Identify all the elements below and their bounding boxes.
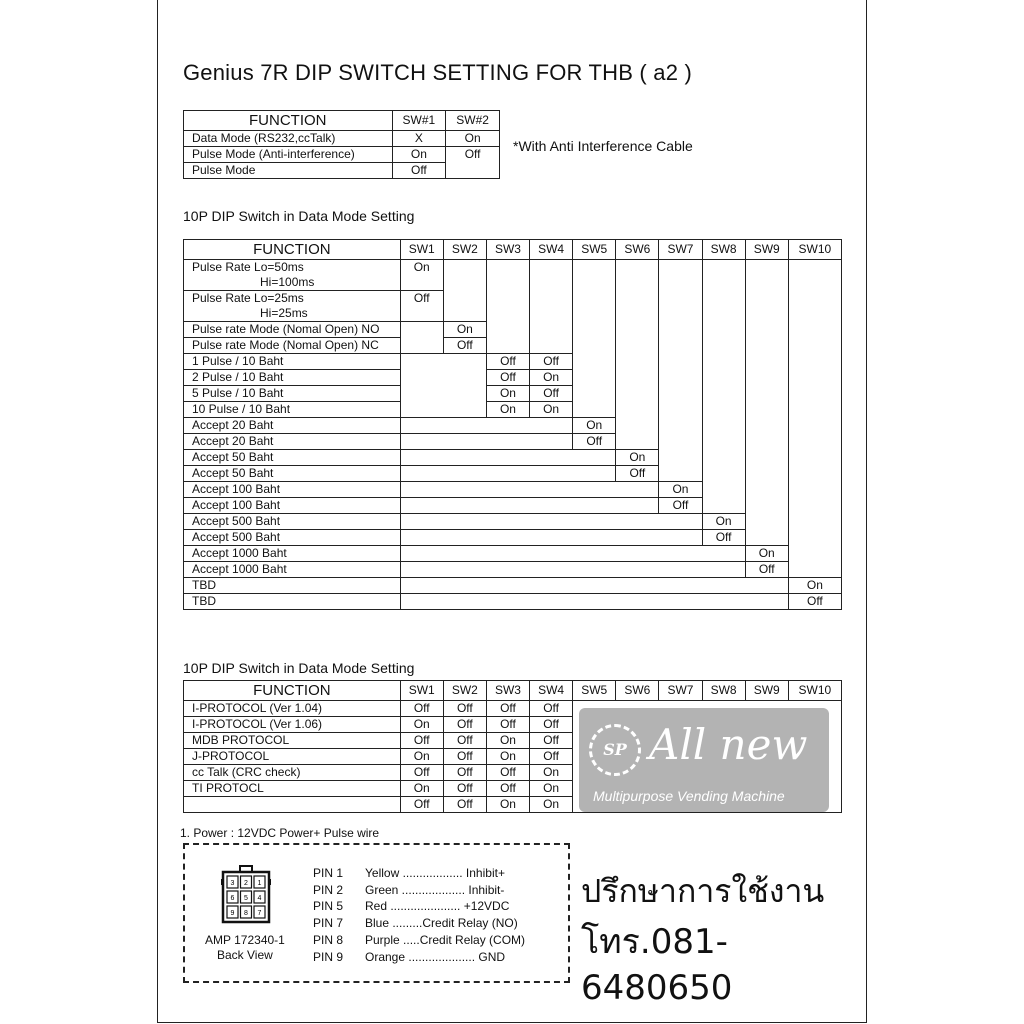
function-cell — [184, 260, 401, 291]
switch-value: Off — [400, 733, 443, 749]
switch-value: Off — [745, 562, 788, 578]
switch-value: Off — [530, 717, 573, 733]
switch-value: Off — [443, 338, 486, 354]
connector-pin-number: 3 — [230, 880, 235, 887]
connector-pin-number: 5 — [244, 895, 248, 902]
connector-pin-number: 6 — [230, 895, 235, 902]
pin-desc: Purple .....Credit Relay (COM) — [365, 932, 526, 947]
pin-number: PIN 9 — [313, 949, 344, 964]
table-header: SW8 — [702, 240, 745, 260]
table-cell — [788, 260, 841, 578]
switch-value: Off — [486, 370, 529, 386]
table-cell: On — [446, 131, 500, 147]
switch-value: On — [530, 781, 573, 797]
page-title: Genius 7R DIP SWITCH SETTING FOR THB ( a2 ) — [183, 60, 692, 85]
switch-value: On — [616, 450, 659, 466]
function-cell: Accept 100 Baht — [184, 498, 401, 514]
pin-desc: Yellow .................. Inhibit+ — [365, 866, 505, 880]
table-cell — [400, 418, 573, 434]
switch-value: On — [530, 765, 573, 781]
switch-value: On — [486, 402, 529, 418]
switch-value: Off — [530, 386, 573, 402]
switch-value: On — [745, 546, 788, 562]
table-cell — [400, 594, 788, 610]
table-cell — [400, 498, 659, 514]
pin-number: PIN 1 — [313, 866, 344, 880]
switch-value: Off — [486, 765, 529, 781]
pin-row — [313, 932, 525, 949]
table-cell — [659, 260, 702, 482]
connector-model: AMP 172340-1 — [205, 933, 285, 947]
table-header: SW6 — [616, 240, 659, 260]
table-header: SW2 — [443, 240, 486, 260]
table-header: SW4 — [530, 240, 573, 260]
table-header: SW9 — [745, 681, 788, 701]
all-new-logo — [579, 708, 829, 812]
switch-value: Off — [443, 717, 486, 733]
function-cell — [184, 797, 401, 813]
switch-value: On — [486, 749, 529, 765]
switch-value: On — [400, 717, 443, 733]
connector-pin-number: 1 — [257, 880, 262, 887]
switch-value: On — [443, 322, 486, 338]
table-header: SW#2 — [446, 111, 500, 131]
function-cell: Accept 1000 Baht — [184, 562, 401, 578]
function-cell: J-PROTOCOL — [184, 749, 401, 765]
switch-value: Off — [443, 701, 486, 717]
function-cell: 10 Pulse / 10 Baht — [184, 402, 401, 418]
phone-number: โทร.081-6480650 — [581, 922, 733, 1008]
logo-title: All new — [649, 720, 808, 769]
table-cell — [400, 354, 486, 418]
table-header: SW8 — [702, 681, 745, 701]
function-cell: Accept 500 Baht — [184, 530, 401, 546]
table-cell — [616, 260, 659, 450]
table-cell — [400, 434, 573, 450]
table-header: SW10 — [788, 681, 841, 701]
switch-value: On — [400, 749, 443, 765]
function-cell: I-PROTOCOL (Ver 1.06) — [184, 717, 401, 733]
pin-row — [313, 865, 525, 882]
function-cell: Accept 50 Baht — [184, 466, 401, 482]
pin-row — [313, 882, 525, 899]
switch-value: Off — [486, 701, 529, 717]
pin-row — [313, 949, 525, 966]
switch-value: Off — [530, 733, 573, 749]
function-line: Pulse Rate Lo=50ms — [192, 260, 304, 274]
switch-value: Off — [443, 733, 486, 749]
function-cell: Pulse rate Mode (Nomal Open) NO — [184, 322, 401, 338]
pin-list — [313, 865, 525, 965]
function-cell: Accept 20 Baht — [184, 434, 401, 450]
function-line: Hi=25ms — [260, 306, 308, 320]
sw-mode-table — [183, 110, 500, 179]
switch-value: On — [573, 418, 616, 434]
table-cell — [400, 546, 745, 562]
switch-value: Off — [788, 594, 841, 610]
function-cell: Accept 20 Baht — [184, 418, 401, 434]
table-header: SW5 — [573, 240, 616, 260]
function-cell: TBD — [184, 578, 401, 594]
table-header: SW5 — [573, 681, 616, 701]
switch-value: Off — [573, 434, 616, 450]
table-header: SW6 — [616, 681, 659, 701]
switch-value: On — [659, 482, 702, 498]
table-cell: Pulse Mode — [184, 163, 393, 179]
connector-icon — [221, 865, 271, 931]
table-cell — [443, 260, 486, 322]
pin-desc: Blue .........Credit Relay (NO) — [365, 916, 518, 931]
table-cell: X — [392, 131, 446, 147]
function-cell: Accept 500 Baht — [184, 514, 401, 530]
function-cell — [184, 291, 401, 322]
switch-value: Off — [616, 466, 659, 482]
table-header: SW1 — [400, 681, 443, 701]
table-cell — [400, 562, 745, 578]
table-header: FUNCTION — [184, 240, 401, 260]
function-cell: TI PROTOCL — [184, 781, 401, 797]
switch-value: On — [400, 260, 443, 291]
connector-pin-number: 2 — [244, 880, 248, 887]
function-cell: Accept 1000 Baht — [184, 546, 401, 562]
function-cell: I-PROTOCOL (Ver 1.04) — [184, 701, 401, 717]
table-cell: Data Mode (RS232,ccTalk) — [184, 131, 393, 147]
table-cell — [400, 466, 616, 482]
switch-value: Off — [400, 797, 443, 813]
switch-value: Off — [702, 530, 745, 546]
table-header: SW#1 — [392, 111, 446, 131]
table-cell — [745, 260, 788, 546]
table-cell — [400, 322, 443, 354]
connector-pin-number: 9 — [230, 910, 235, 917]
pin-desc: Orange .................... GND — [365, 949, 506, 964]
table-cell — [573, 260, 616, 418]
table-header: SW10 — [788, 240, 841, 260]
table-header: SW1 — [400, 240, 443, 260]
switch-value: Off — [443, 781, 486, 797]
pin-desc: Red ..................... +12VDC — [365, 899, 510, 914]
switch-value: On — [486, 733, 529, 749]
switch-value: On — [788, 578, 841, 594]
table-cell — [400, 514, 702, 530]
connector-pin-number: 8 — [244, 910, 248, 917]
function-line: Hi=100ms — [260, 275, 315, 289]
switch-value: Off — [486, 717, 529, 733]
pin-number: PIN 7 — [313, 916, 344, 931]
switch-value: Off — [400, 291, 443, 322]
switch-value: Off — [400, 765, 443, 781]
table-cell: Pulse Mode (Anti-interference) — [184, 147, 393, 163]
table-header: SW3 — [486, 240, 529, 260]
table-cell — [400, 530, 702, 546]
function-cell: cc Talk (CRC check) — [184, 765, 401, 781]
switch-value: On — [486, 386, 529, 402]
switch-value: Off — [486, 781, 529, 797]
switch-value: On — [530, 370, 573, 386]
power-note: 1. Power : 12VDC Power+ Pulse wire — [180, 826, 380, 840]
function-cell: Accept 100 Baht — [184, 482, 401, 498]
logo-subtitle: Multipurpose Vending Machine — [593, 788, 785, 804]
pin-number: PIN 2 — [313, 882, 344, 897]
table-cell — [530, 260, 573, 354]
table-cell: On — [392, 147, 446, 163]
function-cell: 2 Pulse / 10 Baht — [184, 370, 401, 386]
table-header: FUNCTION — [184, 111, 393, 131]
switch-value: Off — [443, 797, 486, 813]
pin-number: PIN 8 — [313, 932, 344, 947]
pin-row — [313, 898, 525, 915]
section-title: 10P DIP Switch in Data Mode Setting — [183, 660, 415, 676]
switch-value: Off — [443, 749, 486, 765]
function-line: Pulse Rate Lo=25ms — [192, 291, 304, 305]
function-cell: 5 Pulse / 10 Baht — [184, 386, 401, 402]
anti-interference-note: *With Anti Interference Cable — [513, 138, 693, 154]
function-cell: Pulse rate Mode (Nomal Open) NC — [184, 338, 401, 354]
table-header: FUNCTION — [184, 681, 401, 701]
switch-value: Off — [659, 498, 702, 514]
function-cell: Accept 50 Baht — [184, 450, 401, 466]
function-cell: TBD — [184, 594, 401, 610]
connector-pin-number: 4 — [257, 895, 262, 902]
function-cell: MDB PROTOCOL — [184, 733, 401, 749]
table-cell — [702, 260, 745, 514]
table-header: SW3 — [486, 681, 529, 701]
table-cell: Off — [446, 147, 500, 179]
table-cell — [400, 578, 788, 594]
pin-number: PIN 5 — [313, 899, 344, 914]
table-header: SW7 — [659, 240, 702, 260]
table-header: SW2 — [443, 681, 486, 701]
table-header: SW4 — [530, 681, 573, 701]
table-cell: Off — [392, 163, 446, 179]
switch-value: Off — [530, 749, 573, 765]
switch-value: Off — [443, 765, 486, 781]
table-cell — [400, 482, 659, 498]
sp-seal-icon: SP — [589, 724, 641, 776]
pin-row — [313, 915, 525, 932]
table-header: SW7 — [659, 681, 702, 701]
switch-value: Off — [530, 354, 573, 370]
switch-value: Off — [486, 354, 529, 370]
pinout-box — [183, 843, 570, 983]
connector-view: Back View — [217, 948, 273, 962]
switch-value: On — [486, 797, 529, 813]
connector-pin-number: 7 — [257, 910, 262, 917]
section-title: 10P DIP Switch in Data Mode Setting — [183, 208, 415, 224]
document-sheet — [157, 0, 867, 1023]
switch-value: Off — [400, 701, 443, 717]
table-header: SW9 — [745, 240, 788, 260]
switch-value: On — [530, 402, 573, 418]
consult-text: ปรึกษาการใช้งาน — [581, 872, 825, 910]
function-cell: 1 Pulse / 10 Baht — [184, 354, 401, 370]
table-cell — [400, 450, 616, 466]
switch-value: On — [400, 781, 443, 797]
switch-value: Off — [530, 701, 573, 717]
switch-value: On — [530, 797, 573, 813]
switch-value: On — [702, 514, 745, 530]
table-cell — [486, 260, 529, 354]
pin-desc: Green ................... Inhibit- — [365, 882, 505, 897]
data-mode-table — [183, 239, 842, 610]
